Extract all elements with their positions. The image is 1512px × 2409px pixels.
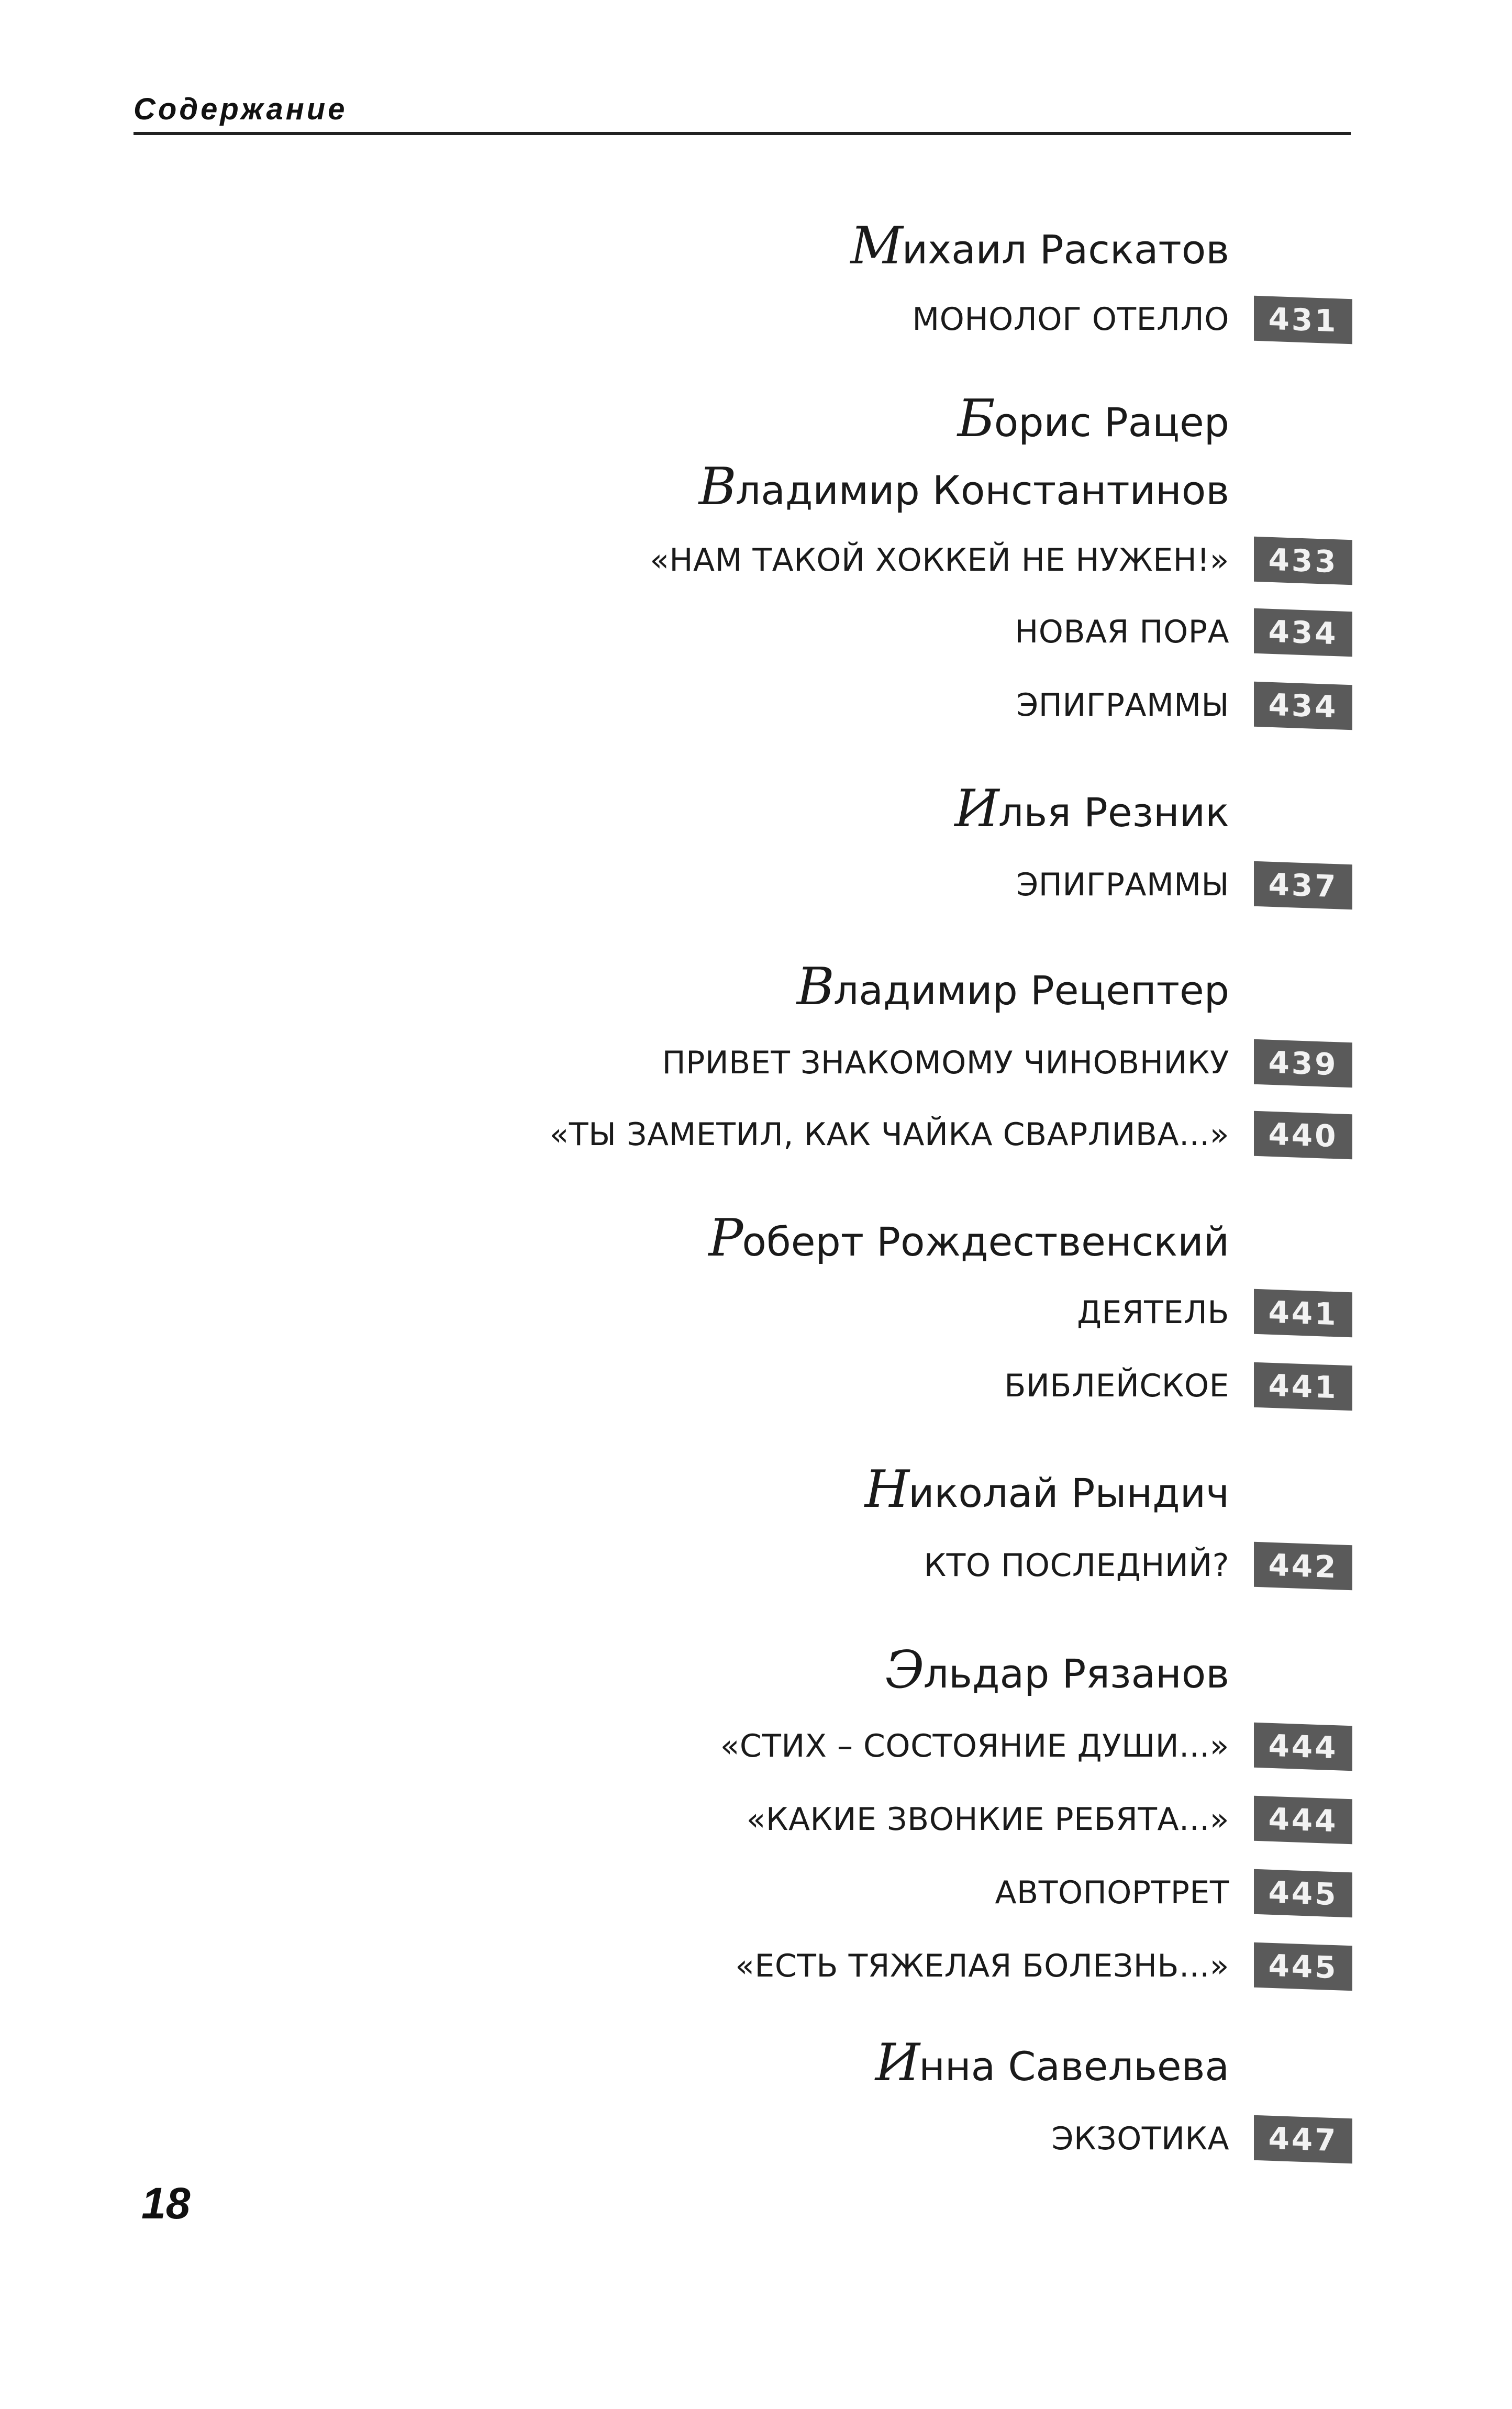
author-initial: М <box>850 216 902 276</box>
page-number-badge: 440 <box>1254 1111 1352 1160</box>
page-number-badge: 442 <box>1254 1542 1352 1591</box>
author-name-rest: оберт Рождественский <box>742 1218 1229 1265</box>
toc-title: КТО ПОСЛЕДНИЙ? <box>924 1547 1229 1584</box>
page-number-badge: 445 <box>1254 1942 1352 1991</box>
author-retsepter <box>796 957 1229 1017</box>
page-number-badge: 439 <box>1254 1039 1352 1088</box>
author-name-rest: иколай Рындич <box>908 1470 1229 1516</box>
toc-title: «ЕСТЬ ТЯЖЕЛАЯ БОЛЕЗНЬ...» <box>735 1948 1229 1984</box>
author-name-rest: нна Савельева <box>919 2043 1229 2090</box>
author-ratser <box>957 389 1229 449</box>
author-initial: Э <box>885 1640 924 1700</box>
page-number-badge: 445 <box>1254 1869 1352 1918</box>
running-head: Содержание <box>134 92 348 126</box>
author-initial: Н <box>864 1460 909 1519</box>
author-konstantinov <box>698 457 1229 517</box>
toc-title: БИБЛЕЙСКОЕ <box>1004 1368 1229 1404</box>
author-reznik <box>954 779 1229 839</box>
author-initial: И <box>954 779 998 839</box>
page-number-badge: 444 <box>1254 1796 1352 1845</box>
page-number-badge: 441 <box>1254 1362 1352 1411</box>
page-number: 18 <box>141 2179 191 2228</box>
author-name-rest: лья Резник <box>998 789 1229 836</box>
author-name-rest: орис Рацер <box>994 399 1229 446</box>
toc-title: ПРИВЕТ ЗНАКОМОМУ ЧИНОВНИКУ <box>662 1045 1229 1081</box>
toc-title: «КАКИЕ ЗВОНКИЕ РЕБЯТА...» <box>746 1801 1229 1838</box>
page-number-badge: 441 <box>1254 1289 1352 1338</box>
toc-title: АВТОПОРТРЕТ <box>995 1874 1229 1911</box>
author-savelyeva <box>875 2033 1229 2093</box>
author-initial: Р <box>708 1208 742 1268</box>
toc-title: ЭПИГРАММЫ <box>1016 867 1229 903</box>
author-raskatov <box>850 216 1229 276</box>
author-name-rest: ладимир Константинов <box>735 467 1229 514</box>
toc-title: ЭПИГРАММЫ <box>1016 687 1229 724</box>
author-rozhdestvensky <box>708 1208 1229 1268</box>
page-number-badge: 434 <box>1254 608 1352 657</box>
toc-title: «НАМ ТАКОЙ ХОККЕЙ НЕ НУЖЕН!» <box>650 542 1229 579</box>
toc-title: НОВАЯ ПОРА <box>1015 614 1229 650</box>
page-number-badge: 444 <box>1254 1723 1352 1771</box>
page-number-badge: 447 <box>1254 2115 1352 2164</box>
author-name-rest: ладимир Рецептер <box>833 967 1229 1014</box>
author-initial: В <box>698 457 736 517</box>
page-number-badge: 434 <box>1254 682 1352 730</box>
page-number-badge: 437 <box>1254 861 1352 910</box>
page-number-badge: 433 <box>1254 537 1352 585</box>
toc-title: ДЕЯТЕЛЬ <box>1077 1294 1229 1331</box>
toc-title: «ТЫ ЗАМЕТИЛ, КАК ЧАЙКА СВАРЛИВА...» <box>549 1116 1229 1153</box>
author-ryndich <box>864 1460 1229 1519</box>
author-ryazanov <box>885 1640 1229 1700</box>
author-initial: В <box>796 957 833 1017</box>
toc-title: «СТИХ – СОСТОЯНИЕ ДУШИ...» <box>720 1728 1229 1764</box>
author-name-rest: льдар Рязанов <box>923 1650 1229 1697</box>
author-name-rest: ихаил Раскатов <box>902 226 1229 273</box>
header-rule <box>134 132 1351 135</box>
toc-title: ЭКЗОТИКА <box>1051 2121 1229 2157</box>
author-initial: Б <box>957 389 994 449</box>
author-initial: И <box>875 2033 919 2093</box>
page-number-badge: 431 <box>1254 296 1352 345</box>
toc-title: МОНОЛОГ ОТЕЛЛО <box>912 301 1229 338</box>
